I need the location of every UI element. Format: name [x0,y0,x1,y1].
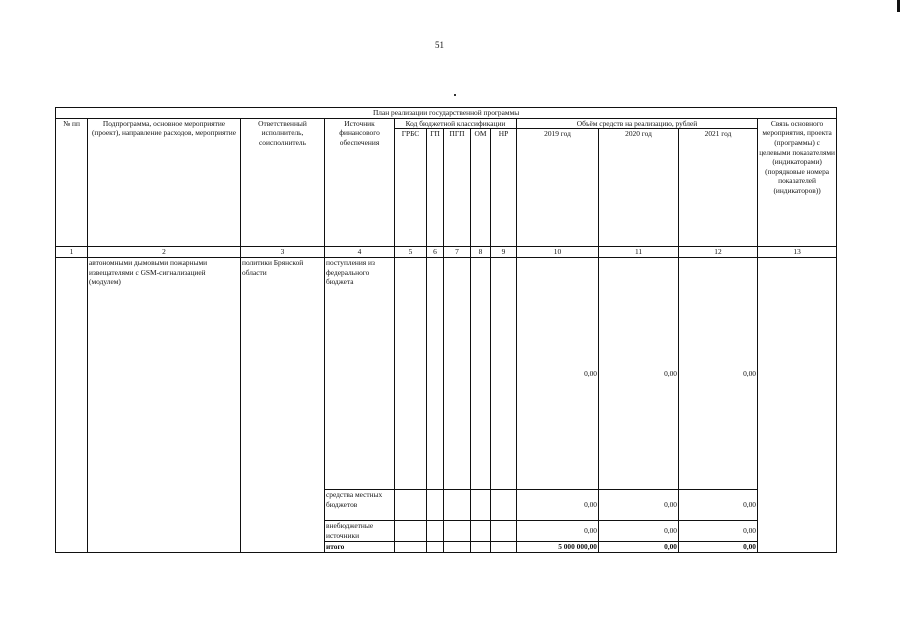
cell-2021: 0,00 [679,257,758,489]
colnum-5: 5 [395,247,427,258]
header-source: Источник финансового обеспечения [325,118,395,247]
cell-2021-total: 0,00 [679,541,758,552]
cell-2019-total: 5 000 000,00 [517,541,599,552]
colnum-4: 4 [325,247,395,258]
colnum-7: 7 [444,247,471,258]
cell-2019: 0,00 [517,520,599,541]
cell-2021: 0,00 [679,489,758,520]
header-np: НР [491,129,517,247]
page-number: 51 [435,40,444,50]
cell-responsible: политики Брянской области [241,257,325,552]
colnum-9: 9 [491,247,517,258]
header-volume: Объём средств на реализацию, рублей [517,118,758,129]
cell-2021: 0,00 [679,520,758,541]
header-pgp: ПГП [444,129,471,247]
header-name: Подпрограмма, основное мероприятие (проект), направление расходов, мероприятие [88,118,241,247]
cell-num [56,257,88,552]
table-title: План реализации государственной программы [56,108,837,119]
colnum-2: 2 [88,247,241,258]
colnum-13: 13 [758,247,837,258]
cell-source-total: итого [325,541,395,552]
program-plan-table [55,107,837,553]
cell-2019: 0,00 [517,489,599,520]
header-2021: 2021 год [679,129,758,247]
header-gp: ГП [427,129,444,247]
header-responsible: Ответственный исполнитель, соисполнитель [241,118,325,247]
colnum-12: 12 [679,247,758,258]
cell-source: поступления из федерального бюджета [325,257,395,489]
cell-2020: 0,00 [599,257,679,489]
cell-2020: 0,00 [599,489,679,520]
colnum-8: 8 [471,247,491,258]
cell-2020-total: 0,00 [599,541,679,552]
colnum-10: 10 [517,247,599,258]
header-row-1 [56,118,837,129]
cell-link [758,257,837,552]
cell-source: средства местных бюджетов [325,489,395,520]
header-2020: 2020 год [599,129,679,247]
cell-2019: 0,00 [517,257,599,489]
cell-measure-name: автономными дымовыми пожарными извещателями с GSM-сигнализацией (модулем) [88,257,241,552]
cell-source: внебюджетные источники [325,520,395,541]
colnum-6: 6 [427,247,444,258]
table-row [56,257,837,489]
colnum-11: 11 [599,247,679,258]
column-number-row [56,247,837,258]
header-2019: 2019 год [517,129,599,247]
scan-speck [454,94,456,96]
scan-corner-mark [897,0,900,12]
cell-2020: 0,00 [599,520,679,541]
header-link: Связь основного мероприятия, проекта (программы) с целевыми показателями (индикаторами) (порядковые номера показателей (индикаторов)) [758,118,837,247]
title-row [56,108,837,119]
header-budget-code: Код бюджетной классификации [395,118,517,129]
header-num: № пп [56,118,88,247]
header-grbs: ГРБС [395,129,427,247]
header-om: ОМ [471,129,491,247]
colnum-1: 1 [56,247,88,258]
colnum-3: 3 [241,247,325,258]
